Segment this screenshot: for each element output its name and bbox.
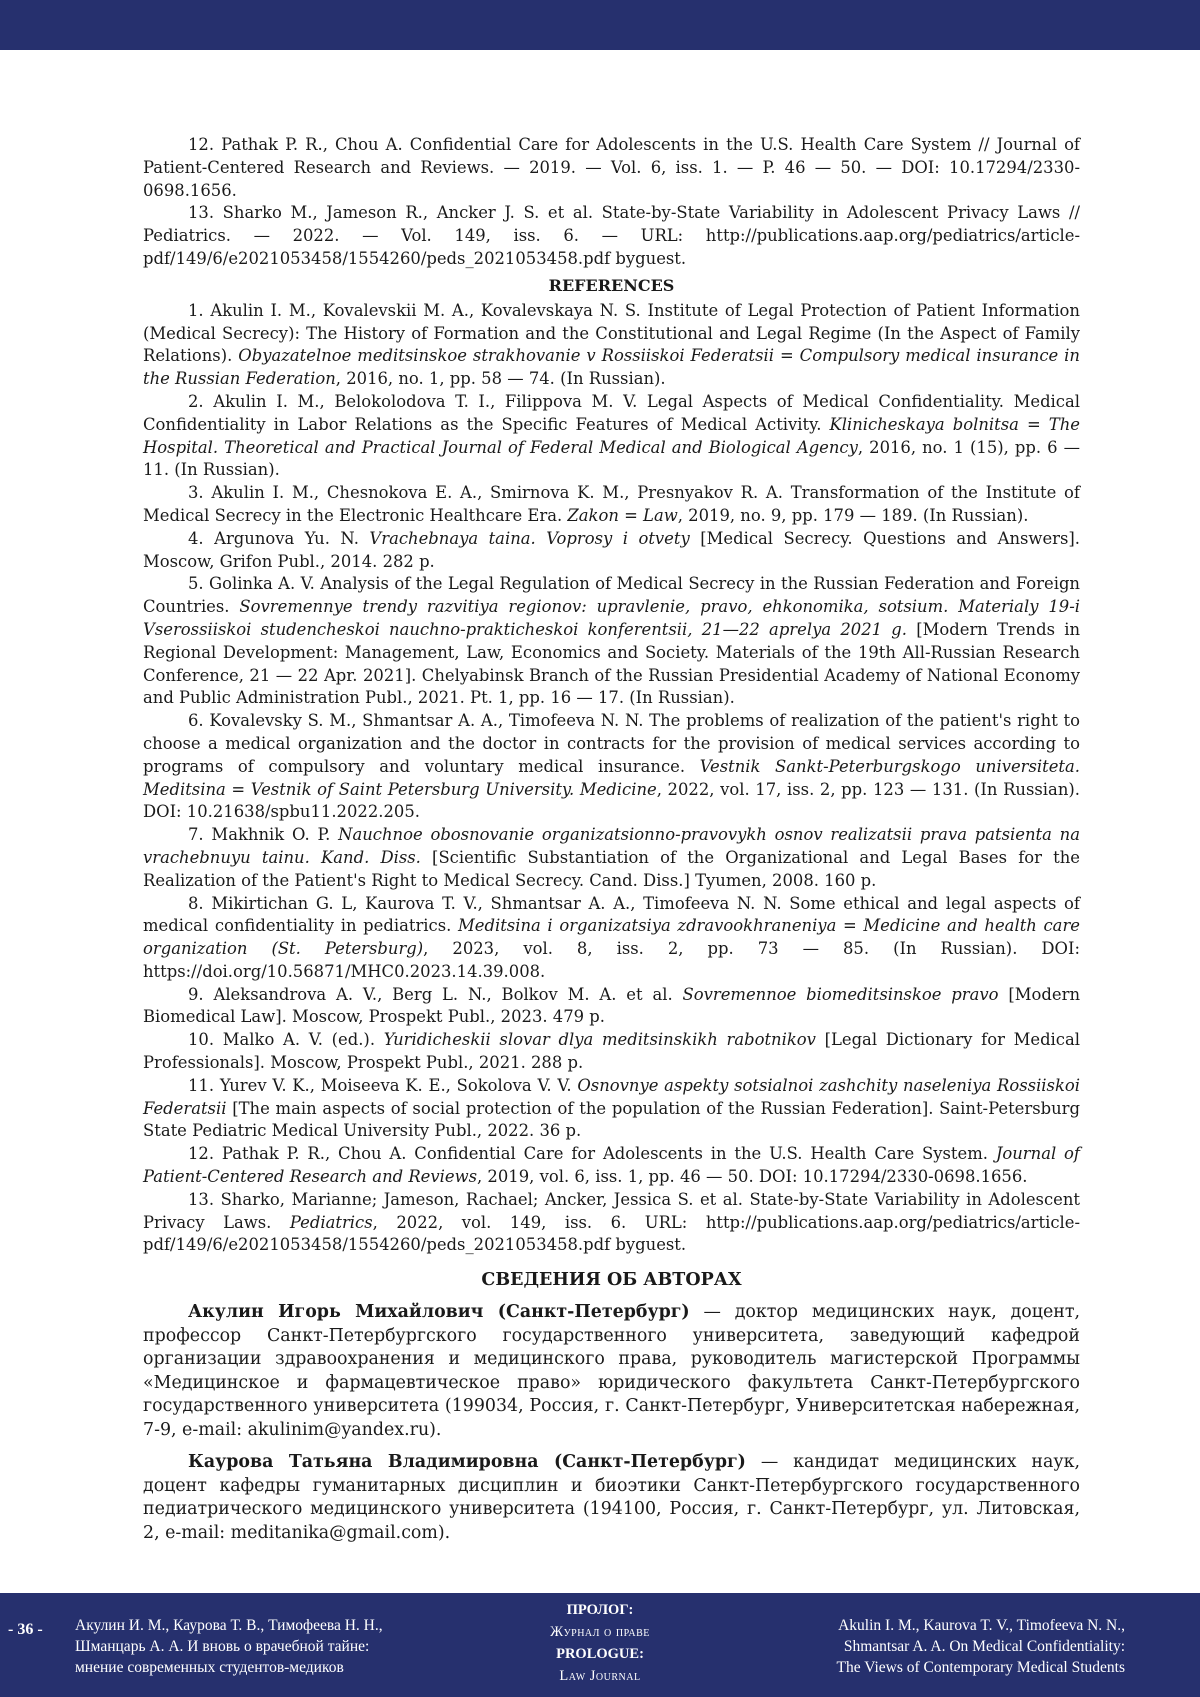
- reference-item: 6. Kovalevsky S. M., Shmantsar A. A., Timofeeva N. N. The problems of realization of the patient's right to choose a medical organization and the doctor in contracts for the provision of medical services according to programs of compulsory and voluntary medical insurance. Vestnik Sankt-Peterburgskogo universiteta. Meditsina = Vestnik of Saint Petersburg University. Medicine, 2022, vol. 17, iss. 2, pp. 123 — 131. (In Russian). DOI: 10.21638/spbu11.2022.205.: [143, 711, 1081, 822]
- journal-logo: ПРОЛОГ: Журнал о праве PROLOGUE: Law Journal: [550, 1602, 650, 1684]
- references-heading: REFERENCES: [548, 275, 675, 295]
- bibliography-item: 12. Pathak P. R., Chou A. Confidential Care for Adolescents in the U.S. Health Care System // Journal of Patient-Centered Research and Reviews. — 2019. — Vol. 6, iss. 1. — P. 46 — 50. — DOI: 10.17294/2330-0698.1656.: [143, 135, 1080, 200]
- page-number: - 36 -: [8, 1621, 43, 1638]
- reference-item: 8. Mikirtichan G. L, Kaurova T. V., Shmantsar A. A., Timofeeva N. N. Some ethical and legal aspects of medical confidentiality in pediatrics. Meditsina i organizatsiya zdravookhraneniya = Medicine and health care organization (St. Petersburg), 2023, vol. 8, iss. 2, pp. 73 — 85. (In Russian). DOI: https://doi.org/10.56871/MHC0.2023.14.39.008.: [143, 893, 1080, 981]
- header-bar: [0, 0, 1200, 50]
- reference-item: 10. Malko A. V. (ed.). Yuridicheskii slovar dlya meditsinskikh rabotnikov [Legal Dictionary for Medical Professionals]. Moscow, Prospekt Publ., 2021. 288 p.: [143, 1030, 1080, 1073]
- reference-item: 11. Yurev V. K., Moiseeva K. E., Sokolova V. V. Osnovnye aspekty sotsialnoi zashchity naseleniya Rossiiskoi Federatsii [The main aspects of social protection of the population of the Russian Federation]. Saint-Petersburg State Pediatric Medical University Publ., 2022. 36 p.: [143, 1075, 1081, 1141]
- reference-item: 2. Akulin I. M., Belokolodova T. I., Filippova M. V. Legal Aspects of Medical Confidentiality. Medical Confidentiality in Labor Relations as the Specific Features of Medical Activity. Klinicheskaya bolnitsa = The Hospital. Theoretical and Practical Journal of Federal Medical and Biological Agency, 2016, no. 1 (15), pp. 6 — 11. (In Russian).: [143, 391, 1081, 480]
- reference-item: 5. Golinka A. V. Analysis of the Legal Regulation of Medical Secrecy in the Russian Federation and Foreign Countries. Sovremennye trendy razvitiya regionov: upravlenie, pravo, ehkonomika, sotsium. Materialy 19-i Vserossiiskoi studencheskoi nauchno-prakticheskoi konferentsii, 21—22 aprelya 2021 g. [Modern Trends in Regional Development: Management, Law, Economics and Society. Materials of the 19th All-Russian Research Conference, 21 — 22 Apr. 2021]. Chelyabinsk Branch of the Russian Presidential Academy of National Economy and Public Administration Publ., 2021. Pt. 1, pp. 16 — 17. (In Russian).: [143, 574, 1080, 708]
- footer-citation-en: Akulin I. M., Kaurova T. V., Timofeeva N. N., Shmantsar A. A. On Medical Confidentiality: The Views of Contemporary Medical Students: [836, 1617, 1125, 1676]
- reference-item: 4. Argunova Yu. N. Vrachebnaya taina. Voprosy i otvety [Medical Secrecy. Questions and Answers]. Moscow, Grifon Publ., 2014. 282 p.: [143, 528, 1081, 571]
- references-list: [143, 300, 1080, 1257]
- reference-item: 13. Sharko, Marianne; Jameson, Rachael; Ancker, Jessica S. et al. State-by-State Variability in Adolescent Privacy Laws. Pediatrics, 2022, vol. 149, iss. 6. URL: http://publications.aap.org/pediatrics/article-pdf/149/6/e2021053458/1554260/peds_2021053458.pdf byguest.: [143, 1189, 1080, 1255]
- reference-item: 12. Pathak P. R., Chou A. Confidential Care for Adolescents in the U.S. Health Care System. Journal of Patient-Centered Research and Reviews, 2019, vol. 6, iss. 1, pp. 46 — 50. DOI: 10.17294/2330-0698.1656.: [143, 1144, 1080, 1187]
- author-info: Каурова Татьяна Владимировна (Санкт-Петербург) — кандидат медицинских наук, доцент кафедры гуманитарных дисциплин и биоэтики Санкт-Петербургского государственного педиатрического медицинского университета (194100, Россия, г. Санкт-Петербург, ул. Литовская, 2, e-mail: meditanika@gmail.com).: [143, 1452, 1081, 1543]
- bibliography-item: 13. Sharko M., Jameson R., Ancker J. S. et al. State-by-State Variability in Adolescent Privacy Laws // Pediatrics. — 2022. — Vol. 149, iss. 6. — URL: http://publications.aap.org/pediatrics/article-pdf/149/6/e2021053458/1554260/peds_2021053458.pdf byguest.: [143, 203, 1080, 268]
- author-name: Каурова Татьяна Владимировна (Санкт-Петербург): [188, 1452, 746, 1473]
- reference-item: 1. Akulin I. M., Kovalevskii M. A., Kovalevskaya N. S. Institute of Legal Protection of Patient Information (Medical Secrecy): The History of Formation and the Constitutional and Legal Regime (In the Aspect of Family Relations). Obyazatelnoe meditsinskoe strakhovanie v Rossiiskoi Federatsii = Compulsory medical insurance in the Russian Federation, 2016, no. 1, pp. 58 — 74. (In Russian).: [143, 300, 1080, 389]
- author-info: Акулин Игорь Михайлович (Санкт-Петербург) — доктор медицинских наук, доцент, профессор Санкт-Петербургского государственного университета, заведующий кафедрой организации здравоохранения и медицинского права, руководитель магистерской Программы «Медицинское и фармацевтическое право» юридического факультета Санкт-Петербургского государственного университета (199034, Россия, г. Санкт-Петербург, Университетская набережная, 7-9, e-mail: akulinim@yandex.ru).: [143, 1302, 1080, 1440]
- reference-item: 3. Akulin I. M., Chesnokova E. A., Smirnova K. M., Presnyakov R. A. Transformation of the Institute of Medical Secrecy in the Electronic Healthcare Era. Zakon = Law, 2019, no. 9, pp. 179 — 189. (In Russian).: [143, 483, 1080, 525]
- footer-citation-ru: Акулин И. М., Каурова Т. В., Тимофеева Н. Н., Шманцарь А. А. И вновь о врачебной тайне: мнение современных студентов-медиков: [75, 1617, 383, 1676]
- reference-item: 9. Aleksandrova A. V., Berg L. N., Bolkov M. A. et al. Sovremennoe biomeditsinskoe pravo [Modern Biomedical Law]. Moscow, Prospekt Publ., 2023. 479 p.: [143, 984, 1081, 1027]
- authors-heading: СВЕДЕНИЯ ОБ АВТОРАХ: [481, 1270, 742, 1291]
- author-name: Акулин Игорь Михайлович (Санкт-Петербург): [188, 1302, 690, 1323]
- article-body: [143, 134, 1080, 1554]
- reference-item: 7. Makhnik O. P. Nauchnoe obosnovanie organizatsionno-pravovykh osnov realizatsii prava patsienta na vrachebnuyu tainu. Kand. Diss. [Scientific Substantiation of the Organizational and Legal Bases for the Realization of the Patient's Right to Medical Secrecy. Cand. Diss.] Tyumen, 2008. 160 p.: [143, 825, 1080, 890]
- footer-bar: [0, 1593, 1200, 1697]
